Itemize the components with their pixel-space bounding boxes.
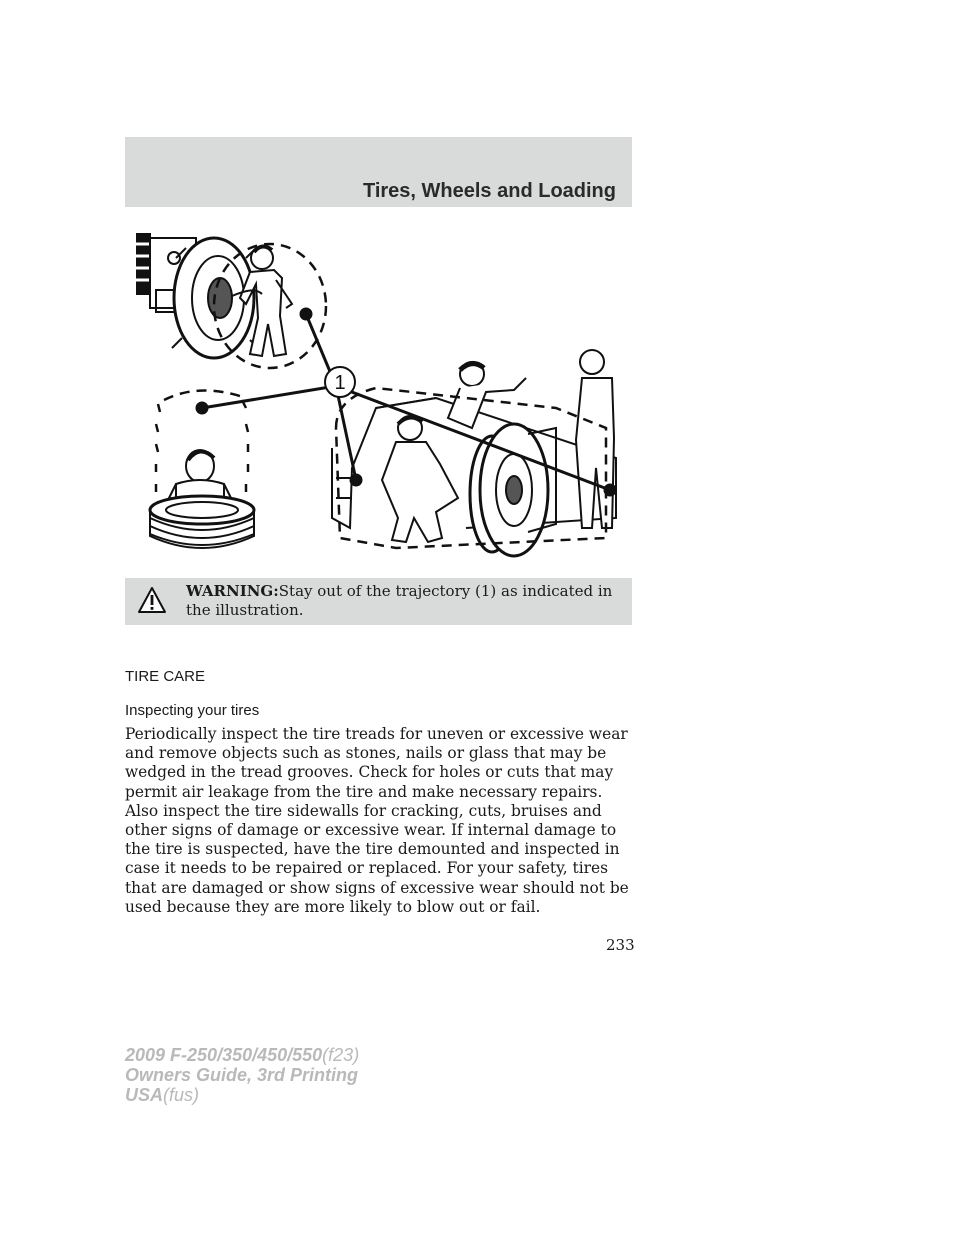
page-number: 233 — [606, 936, 635, 954]
header-band — [125, 137, 632, 207]
tire-trajectory-illustration — [136, 228, 632, 558]
footer — [125, 1045, 359, 1105]
tire-stack-scene — [150, 450, 254, 548]
warning-message: Stay out of the trajectory (1) as indicated in the illustration. — [186, 582, 613, 619]
body-paragraph: Periodically inspect the tire treads for uneven or excessive wear and remove objects such as stones, nails or glass that may be wedged in the tread grooves. Check for holes or cuts that may permit air leakage from the tire and make necessary repairs. Also inspect the tire sidewalls for cracking, cuts, bruises and other signs of damage or excessive wear. If internal damage to the tire is suspected, have the tire demounted and inspected in case it needs to be repaired or replaced. For your safety, tires that are damaged or show signs of excessive wear should not be used because they are more likely to blow out or fail. — [125, 725, 629, 916]
footer-line-2: Owners Guide, 3rd Printing — [125, 1065, 359, 1085]
section-heading: TIRE CARE — [125, 668, 206, 685]
warning-label: WARNING: — [186, 582, 279, 600]
callout-number: 1 — [334, 372, 346, 394]
warning-box — [125, 578, 632, 625]
page-title: Tires, Wheels and Loading — [362, 180, 616, 202]
sub-heading: Inspecting your tires — [125, 702, 260, 719]
warning-triangle-icon — [137, 586, 167, 614]
footer-line-3: USA(fus) — [125, 1085, 200, 1105]
truck-scene — [332, 350, 616, 556]
footer-line-1: 2009 F-250/350/450/550(f23) — [125, 1045, 360, 1065]
warning-text — [186, 582, 626, 620]
